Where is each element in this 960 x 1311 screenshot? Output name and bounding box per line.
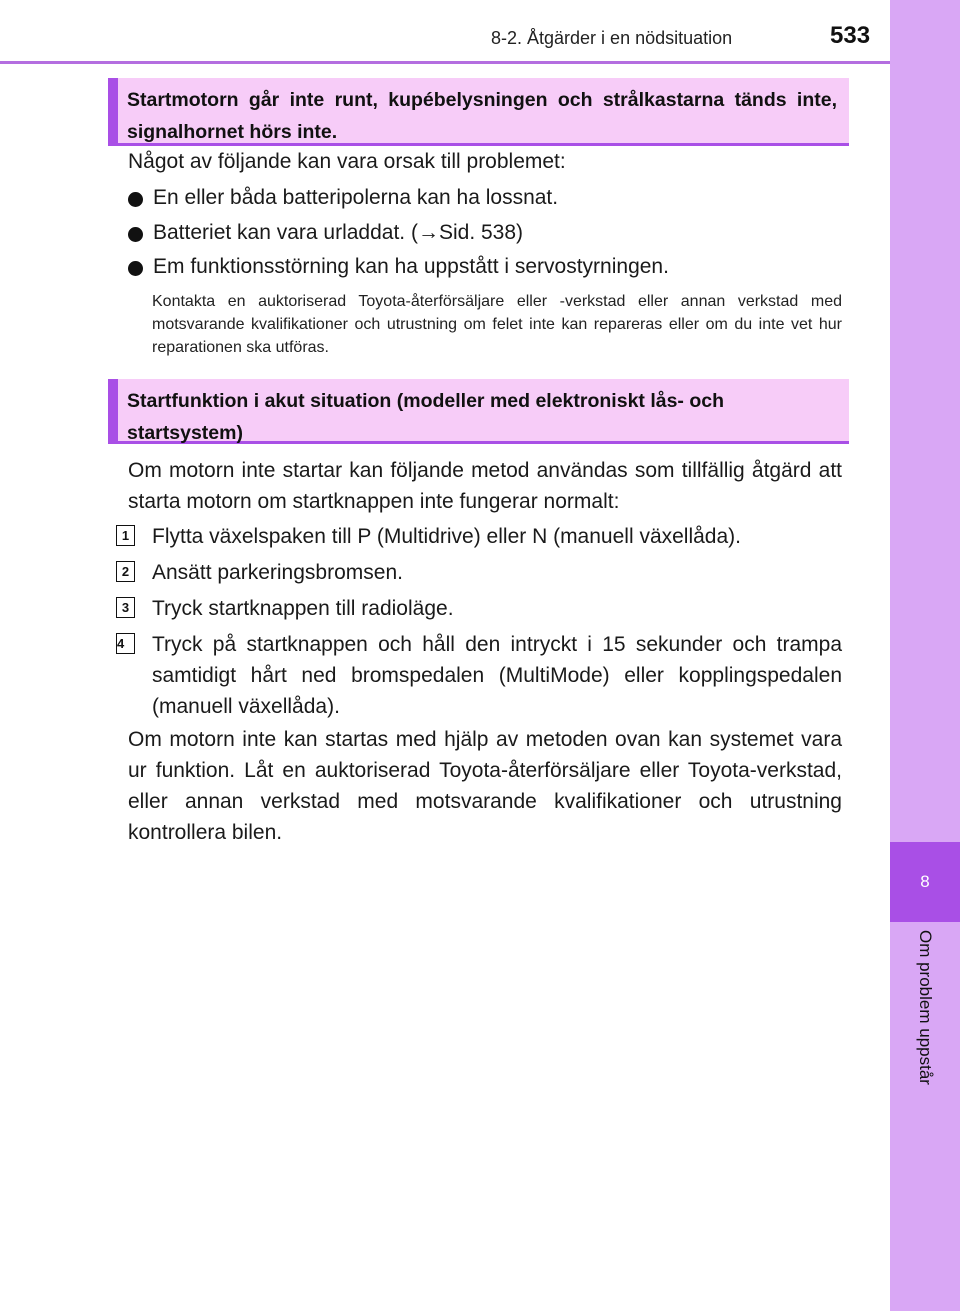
step-text: Tryck på startknappen och håll den intryckt i 15 sekunder och trampa samtidigt hårt ned bromspedalen (MultiMode) eller kopplingspedalen (manuell växellåda).	[152, 633, 842, 718]
step-item	[116, 629, 842, 722]
bullet-icon	[128, 192, 143, 207]
step-text: Ansätt parkeringsbromsen.	[152, 561, 403, 584]
step-number: 3	[116, 597, 135, 618]
step-number: 1	[116, 525, 135, 546]
step-number: 2	[116, 561, 135, 582]
list-item	[128, 255, 842, 279]
section-label: 8-2. Åtgärder i en nödsituation	[491, 28, 733, 48]
bullet-icon	[128, 261, 143, 276]
list-item-text: Batteriet kan vara urladdat. (→Sid. 538)	[153, 221, 524, 244]
emergency-intro: Om motorn inte startar kan följande metod användas som tillfällig åtgärd att starta motorn om startknappen inte fungerar normalt:	[128, 459, 842, 513]
header-divider	[0, 61, 890, 64]
page-number: 533	[830, 22, 871, 49]
list-item-text: En eller båda batteripolerna kan ha lossnat.	[153, 186, 559, 209]
chapter-title: Om problem uppstår	[916, 930, 935, 1085]
step-item	[116, 521, 842, 552]
problem-intro: Något av följande kan vara orsak till problemet:	[128, 150, 566, 173]
section-heading-emergency-start: Startfunktion i akut situation (modeller med elektroniskt lås- och startsystem)	[108, 379, 849, 444]
emergency-outro: Om motorn inte kan startas med hjälp av metoden ovan kan systemet vara ur funktion. Låt en auktoriserad Toyota-återförsäljare eller Toyota-verkstad, eller annan verkstad med motsvarande kvalifikationer och utrustning kontrollera bilen.	[128, 728, 842, 844]
chapter-number: 8	[890, 842, 960, 922]
section-heading-startmotor: Startmotorn går inte runt, kupébelysningen och strålkastarna tänds inte, signalhornet hörs inte.	[108, 78, 849, 146]
list-item-text: Em funktionsstörning kan ha uppstått i servostyrningen.	[153, 255, 669, 278]
service-note: Kontakta en auktoriserad Toyota-återförsäljare eller -verkstad eller annan verkstad med motsvarande kvalifikationer och utrustning om felet inte kan repareras eller om du inte vet hur reparationen ska utföras.	[152, 293, 842, 356]
bullet-icon	[128, 227, 143, 242]
chapter-sidebar	[890, 0, 960, 1311]
list-item	[128, 221, 842, 245]
step-text: Tryck startknappen till radioläge.	[152, 597, 454, 620]
step-text: Flytta växelspaken till P (Multidrive) eller N (manuell växellåda).	[152, 525, 741, 548]
step-item	[116, 593, 842, 624]
step-item	[116, 557, 842, 588]
step-number: 4	[116, 633, 135, 654]
list-item	[128, 186, 842, 210]
